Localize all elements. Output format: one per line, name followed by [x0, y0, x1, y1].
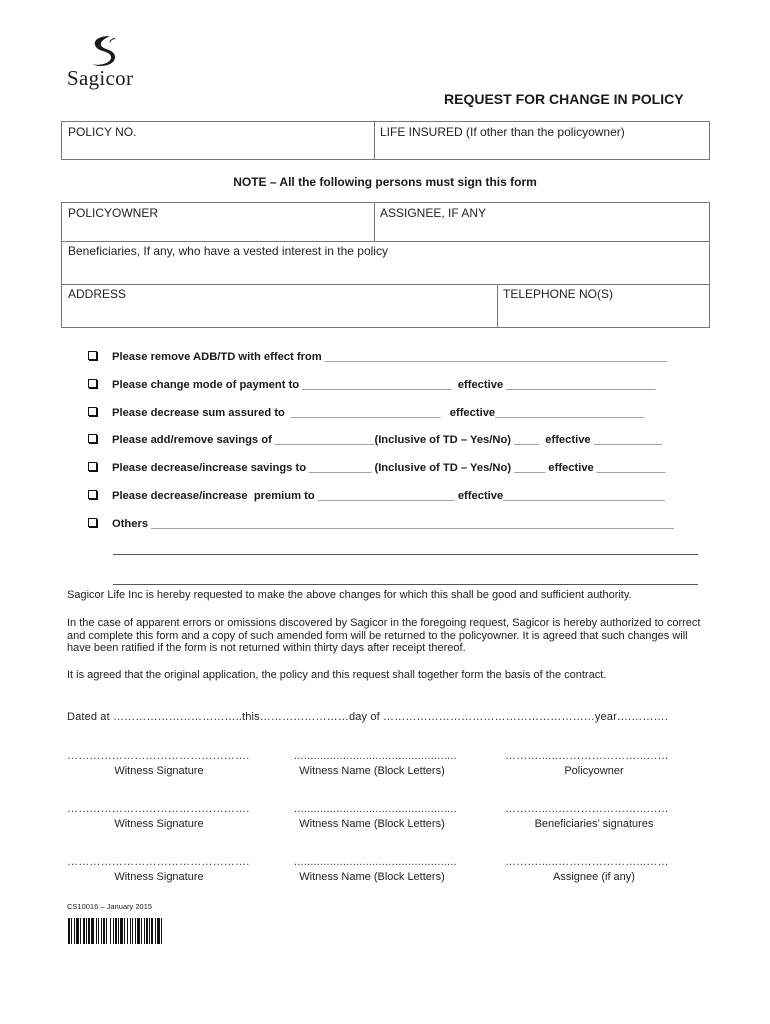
form-code: CS10016 – January 2015 — [67, 902, 153, 911]
witness-name-line[interactable]: .................................................. — [294, 803, 457, 815]
assignee-signature-line[interactable]: ………......…………………...…… — [505, 856, 669, 868]
witness-signature-label: Witness Signature — [114, 765, 204, 777]
checkbox-icon[interactable] — [88, 379, 97, 388]
authority-text: Sagicor Life Inc is hereby requested to make the above changes for which this shall be good and sufficient authority. — [67, 589, 632, 601]
policyowner-label: Policyowner — [564, 765, 624, 777]
telephone-field[interactable]: TELEPHONE NO(S) — [503, 287, 614, 301]
checkbox-icon[interactable] — [88, 351, 97, 360]
policy-info-table — [61, 121, 710, 160]
policy-no-field[interactable]: POLICY NO. — [68, 125, 137, 139]
option-others[interactable]: Others ____________________________________________________________________________________ — [88, 518, 674, 530]
page-title: REQUEST FOR CHANGE IN POLICY — [444, 91, 684, 107]
witness-name-line[interactable]: .................................................. — [294, 856, 457, 868]
witness-signature-label: Witness Signature — [114, 871, 204, 883]
life-insured-field[interactable]: LIFE INSURED (If other than the policyowner) — [380, 125, 625, 139]
witness-signature-line[interactable]: …………………………………………. — [67, 856, 250, 868]
barcode-bar — [162, 918, 164, 944]
option-decrease-sum-assured[interactable]: Please decrease sum assured to ________________________ effective________________________ — [88, 407, 644, 419]
checkbox-icon[interactable] — [88, 407, 97, 416]
checkbox-icon[interactable] — [88, 490, 97, 499]
checkbox-icon[interactable] — [88, 434, 97, 443]
checkbox-icon[interactable] — [88, 518, 97, 527]
errors-omissions-text: In the case of apparent errors or omissions discovered by Sagicor in the foregoing request, Sagicor is hereby authorized to correct and complete this form and a copy of such amended form will be returned to the policyowner. It is agreed that such changes will have been ratified if the form is not returned within thirty days after receipt thereof. — [67, 617, 701, 654]
parties-table — [61, 202, 710, 328]
option-change-premium[interactable]: Please decrease/increase premium to ______________________ effective__________________________ — [88, 490, 665, 502]
barcode-icon — [68, 918, 226, 944]
witness-name-label: Witness Name (Block Letters) — [299, 871, 445, 883]
witness-name-label: Witness Name (Block Letters) — [299, 765, 445, 777]
beneficiaries-field[interactable]: Beneficiaries, If any, who have a vested interest in the policy — [68, 244, 388, 258]
option-change-payment-mode[interactable]: Please change mode of payment to ________________________ effective ________________________ — [88, 379, 656, 391]
option-change-savings[interactable]: Please decrease/increase savings to __________ (Inclusive of TD – Yes/No) _____ effective ___________ — [88, 462, 665, 474]
witness-signature-label: Witness Signature — [114, 818, 204, 830]
others-blank-line-2[interactable] — [113, 584, 698, 585]
beneficiaries-signature-line[interactable]: ………......…………………...…… — [505, 803, 669, 815]
checkbox-icon[interactable] — [88, 462, 97, 471]
assignee-field[interactable]: ASSIGNEE, IF ANY — [380, 206, 487, 220]
assignee-label: Assignee (if any) — [553, 871, 635, 883]
logo-wordmark: Sagicor — [67, 66, 134, 90]
witness-signature-line[interactable]: …………………………………………. — [67, 803, 250, 815]
address-field[interactable]: ADDRESS — [68, 287, 127, 301]
policyowner-signature-line[interactable]: ………......…………………...…… — [505, 750, 669, 762]
policyowner-field[interactable]: POLICYOWNER — [68, 206, 159, 220]
signature-note: NOTE – All the following persons must sign this form — [233, 175, 537, 189]
others-blank-line-1[interactable] — [113, 554, 698, 555]
witness-name-label: Witness Name (Block Letters) — [299, 818, 445, 830]
dated-line[interactable]: Dated at ……………………………..this……………………day of …………………………………………………year….………. — [67, 711, 668, 723]
sagicor-logo-icon — [84, 34, 124, 68]
option-remove-adb[interactable]: Please remove ADB/TD with effect from _______________________________________________________ — [88, 351, 667, 363]
option-add-remove-savings[interactable]: Please add/remove savings of ________________(Inclusive of TD – Yes/No) ____ effective ___________ — [88, 434, 662, 446]
beneficiaries-label: Beneficiaries’ signatures — [534, 818, 654, 830]
witness-name-line[interactable]: .................................................. — [294, 750, 457, 762]
agreement-text: It is agreed that the original application, the policy and this request shall together form the basis of the contract. — [67, 669, 607, 681]
witness-signature-line[interactable]: …………………………………………. — [67, 750, 250, 762]
